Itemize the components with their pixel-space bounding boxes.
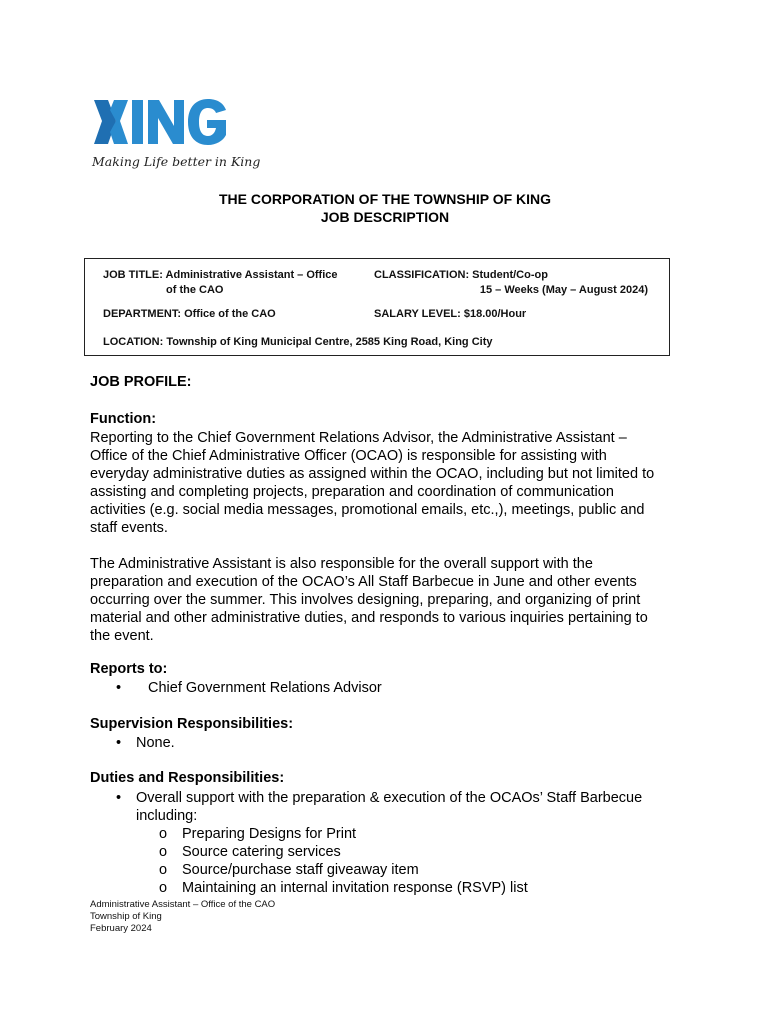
function-heading: Function: (90, 411, 157, 427)
department-field: DEPARTMENT: Office of the CAO (103, 308, 276, 320)
support-line: the event. (90, 628, 154, 644)
function-line: Office of the Chief Administrative Officer (OCAO) is responsible for assisting with (90, 448, 607, 464)
document-footer (90, 899, 275, 935)
sub-bullet-icon: o (159, 844, 168, 860)
reports-to-text: Chief Government Relations Advisor (148, 680, 382, 696)
title-line-1: THE CORPORATION OF THE TOWNSHIP OF KING (218, 191, 552, 207)
support-line: The Administrative Assistant is also responsible for the overall support with the (90, 556, 593, 572)
supervision-text: None. (136, 735, 175, 751)
supervision-heading: Supervision Responsibilities: (90, 716, 294, 732)
function-line: staff events. (90, 520, 168, 536)
job-info-box (84, 258, 670, 356)
function-paragraph (90, 429, 690, 537)
support-paragraph (90, 555, 690, 645)
sub-bullet-icon: o (159, 826, 168, 842)
document-title (0, 190, 770, 226)
job-title-field (103, 268, 363, 298)
bullet-icon: • (116, 735, 122, 751)
duties-line-1: Overall support with the preparation & execution of the OCAOs’ Staff Barbecue (136, 790, 643, 806)
footer-line-3: February 2024 (90, 923, 152, 934)
sub-item-text: Maintaining an internal invitation response (RSVP) list (182, 880, 528, 896)
function-line: Reporting to the Chief Government Relations Advisor, the Administrative Assistant – (90, 430, 627, 446)
sub-item-text: Source catering services (182, 844, 341, 860)
support-line: occurring over the summer. This involves designing, preparing, and organizing of print (90, 592, 641, 608)
classification-line-2: 15 – Weeks (May – August 2024) (479, 284, 648, 296)
location-field: LOCATION: Township of King Municipal Centre, 2585 King Road, King City (103, 336, 493, 348)
footer-line-1: Administrative Assistant – Office of the CAO (90, 899, 276, 910)
bullet-icon: • (116, 790, 122, 806)
sub-item-text: Source/purchase staff giveaway item (182, 862, 419, 878)
classification-line-1: CLASSIFICATION: Student/Co-op (374, 269, 548, 281)
bullet-icon: • (116, 680, 122, 696)
salary-field: SALARY LEVEL: $18.00/Hour (374, 308, 527, 320)
duties-line-2: including: (136, 808, 198, 824)
sub-item-text: Preparing Designs for Print (182, 826, 357, 842)
job-title-line-2: of the CAO (166, 284, 224, 296)
reports-to-heading: Reports to: (90, 661, 168, 677)
support-line: preparation and execution of the OCAO’s All Staff Barbecue in June and other events (90, 574, 637, 590)
duties-heading: Duties and Responsibilities: (90, 770, 285, 786)
footer-line-2: Township of King (90, 911, 162, 922)
support-line: material and other administrative duties, and responds to various inquiries pertaining to (90, 610, 648, 626)
classification-field (374, 268, 664, 298)
job-title-line-1: JOB TITLE: Administrative Assistant – Office (103, 269, 338, 281)
function-line: everyday administrative duties as assigned within the OCAO, including but not limited to (90, 466, 655, 482)
king-logo-graphic (90, 94, 230, 154)
function-line: assisting and completing projects, preparation and coordination of communication (90, 484, 614, 500)
job-profile-heading: JOB PROFILE: (90, 374, 192, 390)
sub-bullet-icon: o (159, 880, 168, 896)
function-line: activities (e.g. social media messages, promotional emails, etc.,), meetings, public and (90, 502, 645, 518)
title-line-2: JOB DESCRIPTION (320, 209, 450, 225)
logo-tagline: Making Life better in King (92, 154, 261, 169)
sub-bullet-icon: o (159, 862, 168, 878)
